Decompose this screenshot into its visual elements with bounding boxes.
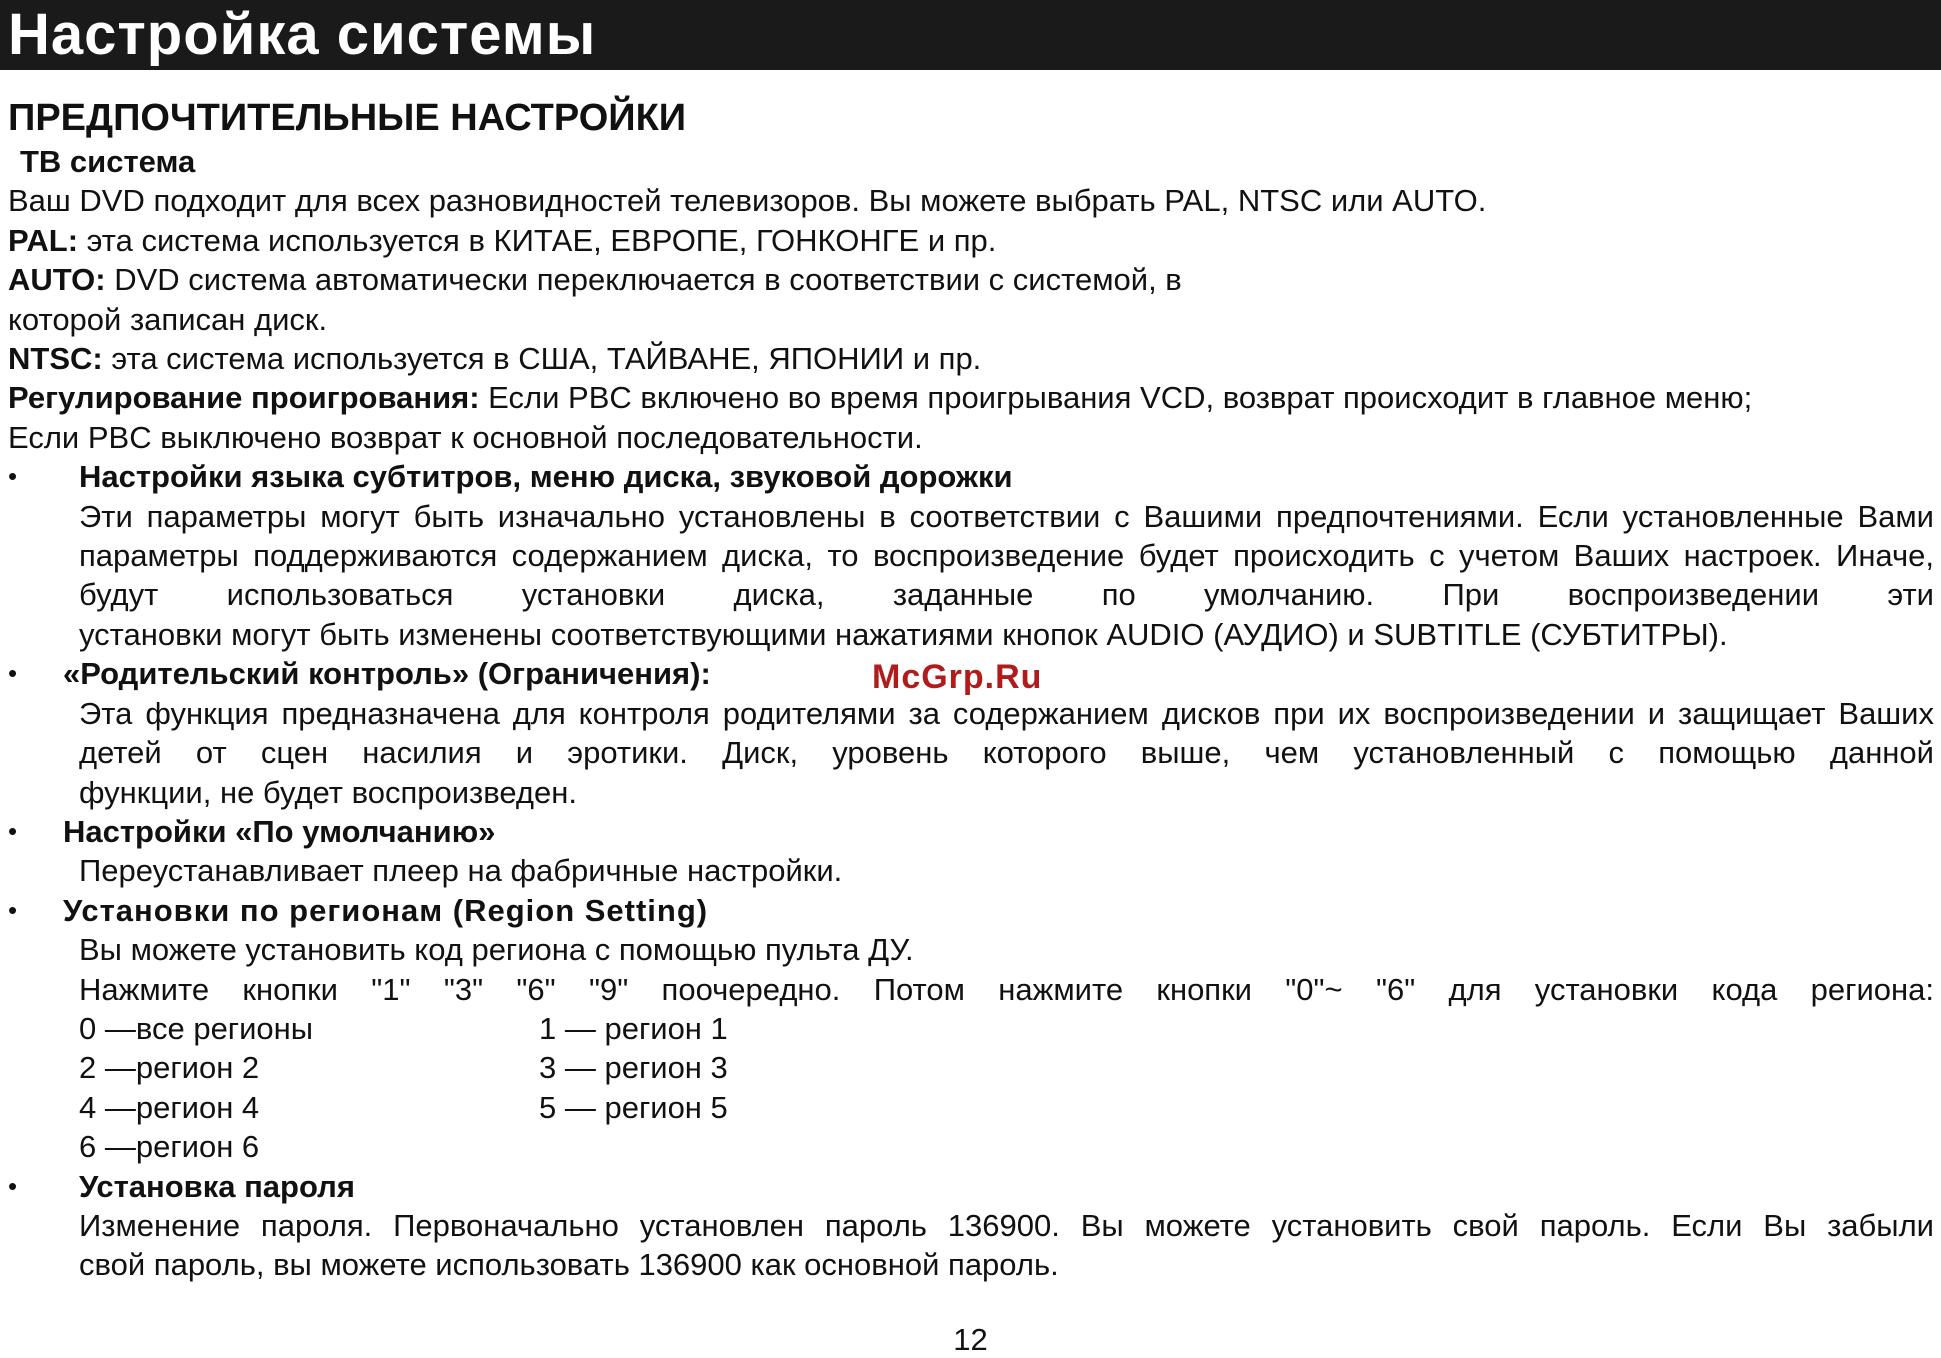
bullet-icon: •	[8, 1170, 18, 1201]
auto-line	[8, 260, 1934, 299]
page-title: Настройка системы	[8, 2, 597, 67]
bullet-icon: •	[8, 894, 18, 925]
item-body: Эта функция предназначена для контроля родителями за содержанием дисков при их воспроизведении и защищает Ваших детей от сцен насилия и эротики. Диск, уровень которого выше, чем установленный с помощью данной	[79, 695, 1934, 771]
pal-text: эта система используется в КИТАЕ, ЕВРОПЕ, ГОНКОНГЕ и пр.	[78, 222, 997, 258]
watermark: McGrp.Ru	[872, 658, 1043, 696]
list-item-subtitles	[8, 457, 1934, 654]
ntsc-line	[8, 339, 1934, 378]
tv-system-intro: Ваш DVD подходит для всех разновидностей телевизоров. Вы можете выбрать PAL, NTSC или AUTO.	[8, 183, 1487, 219]
region-line-1: Вы можете установить код региона с помощью пульта ДУ.	[79, 932, 914, 968]
item-body-last: свой пароль, вы можете использовать 136900 как основной пароль.	[79, 1247, 1059, 1283]
page-number: 12	[953, 1322, 988, 1357]
ntsc-label: NTSC:	[8, 341, 103, 377]
list-item-default	[8, 812, 1934, 891]
region-line-2: Нажмите кнопки "1" "3" "6" "9" поочередно. Потом нажмите кнопки "0"~ "6" для установки кода региона:	[79, 971, 1934, 1007]
region-entry: 3 — регион 3	[539, 1050, 728, 1086]
item-title: Установки по регионам (Region Setting)	[63, 892, 709, 928]
bullet-icon: •	[8, 461, 18, 492]
list-item-password	[8, 1167, 1934, 1285]
region-entry: 0 —все регионы	[79, 1010, 314, 1046]
pbc-label: Регулирование проигрования:	[8, 380, 480, 416]
item-body: Изменение пароля. Первоначально установлен пароль 136900. Вы можете установить свой пароль. Если Вы забыли	[79, 1207, 1934, 1243]
pbc-line-2: Если PBC выключено возврат к основной последовательности.	[8, 419, 923, 455]
item-body: Эти параметры могут быть изначально установлены в соответствии с Вашими предпочтениями. Если установленные Вами параметры поддерживаются содержанием диска, то воспроизведение будет происходить с учетом Ваших настроек. Иначе, будут использоваться установки диска, заданные по умолчанию. При воспроизведении эти	[79, 498, 1934, 613]
bullet-icon: •	[8, 815, 18, 846]
pbc-line	[8, 378, 1934, 417]
region-entry: 5 — регион 5	[539, 1089, 728, 1125]
pal-label: PAL:	[8, 222, 79, 258]
auto-text: DVD система автоматически переключается в соответствии с системой, в	[105, 262, 1182, 298]
item-title: Настройки «По умолчанию»	[63, 813, 496, 849]
item-title: Настройки языка субтитров, меню диска, звуковой дорожки	[79, 459, 1013, 495]
item-body-last: функции, не будет воспроизведен.	[79, 774, 577, 810]
section-heading: ПРЕДПОЧТИТЕЛЬНЫЕ НАСТРОЙКИ	[8, 97, 687, 139]
header-bar	[0, 0, 1941, 70]
tv-system-heading: ТВ система	[20, 144, 196, 179]
bullet-icon: •	[8, 658, 18, 689]
item-body-last: установки могут быть изменены соответствующими нажатиями кнопок AUDIO (АУДИО) и SUBTITLE (СУБТИТРЫ).	[79, 616, 1728, 652]
region-entry: 6 —регион 6	[79, 1129, 260, 1165]
auto-line-2: которой записан диск.	[8, 301, 328, 337]
region-entry: 4 —регион 4	[79, 1089, 260, 1125]
pal-line	[8, 221, 1934, 260]
region-entry: 2 —регион 2	[79, 1050, 260, 1086]
region-list	[8, 1009, 1934, 1167]
item-title: Установка пароля	[79, 1168, 355, 1204]
auto-label: AUTO:	[8, 262, 106, 298]
ntsc-text: эта система используется в США, ТАЙВАНЕ, ЯПОНИИ и пр.	[102, 341, 982, 377]
region-entry: 1 — регион 1	[539, 1010, 728, 1046]
pbc-text: Если PBC включено во время проигрывания VCD, возврат происходит в главное меню;	[479, 380, 1753, 416]
item-body-last: Переустанавливает плеер на фабричные настройки.	[79, 853, 843, 889]
item-title: «Родительский контроль» (Ограничения):	[63, 656, 711, 692]
list-item-region	[8, 891, 1934, 1167]
